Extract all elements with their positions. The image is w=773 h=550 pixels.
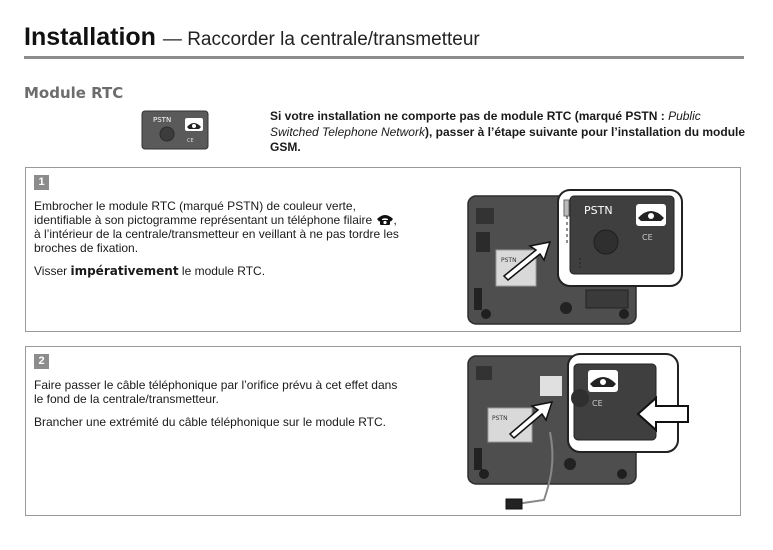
intro-note [270,109,748,156]
step-1-text-part1: Embrocher le module RTC (marqué PSTN) de couleur verte, identifiable à son pictogramme représentant un téléphone filaire [34,199,376,227]
step-2-box [25,346,741,516]
step-2-paragraph-1: Faire passer le câble téléphonique par l’orifice prévu à cet effet dans le fond de la centrale/transmetteur. [34,378,398,406]
pstn-module-thumbnail [141,110,209,150]
title-main: Installation [24,23,156,51]
step-2-paragraph-2: Brancher une extrémité du câble téléphonique sur le module RTC. [34,415,386,429]
step-1-paragraph-1 [34,199,399,255]
step-1-number: 1 [34,175,49,190]
thumb-ce-mark: CE [187,138,194,144]
step-1-p2-before: Visser [34,264,71,278]
step-1-illustration [466,188,684,328]
page-title [24,22,744,55]
section-title: Module RTC [24,84,124,102]
step-1-box [25,167,741,332]
step-1-text [34,199,399,287]
title-subtitle: — Raccorder la centrale/transmetteur [162,29,480,50]
thumb-pstn-label: PSTN [153,116,172,124]
step-1-ce-mark: CE [642,233,653,242]
step-2-illustration [466,352,691,514]
step-1-p2-after: le module RTC. [178,264,266,278]
step-1-board-pstn-label: PSTN [501,257,517,264]
intro-italic: Public Switched Telephone Network [270,109,701,139]
telephone-icon [376,214,394,226]
step-1-paragraph-2 [34,264,399,278]
step-2-text [34,378,399,438]
step-1-zoom-pstn-label: PSTN [584,204,613,217]
step-2-board-pstn-label: PSTN [492,415,508,422]
step-2-number: 2 [34,354,49,369]
step-1-p2-bold: impérativement [70,264,179,278]
step-2-ce-mark: CE [592,399,603,408]
page-header [24,22,744,55]
intro-text-after: ), passer à l’étape suivante pour l’installation du module GSM. [270,124,746,154]
step-1-text-part2: , à l’intérieur de la centrale/transmetteur en veillant à ne pas tordre les broches de fixation. [34,213,399,255]
intro-text-before: Si votre installation ne comporte pas de module RTC (marqué PSTN : [270,109,669,123]
header-rule [24,56,744,59]
